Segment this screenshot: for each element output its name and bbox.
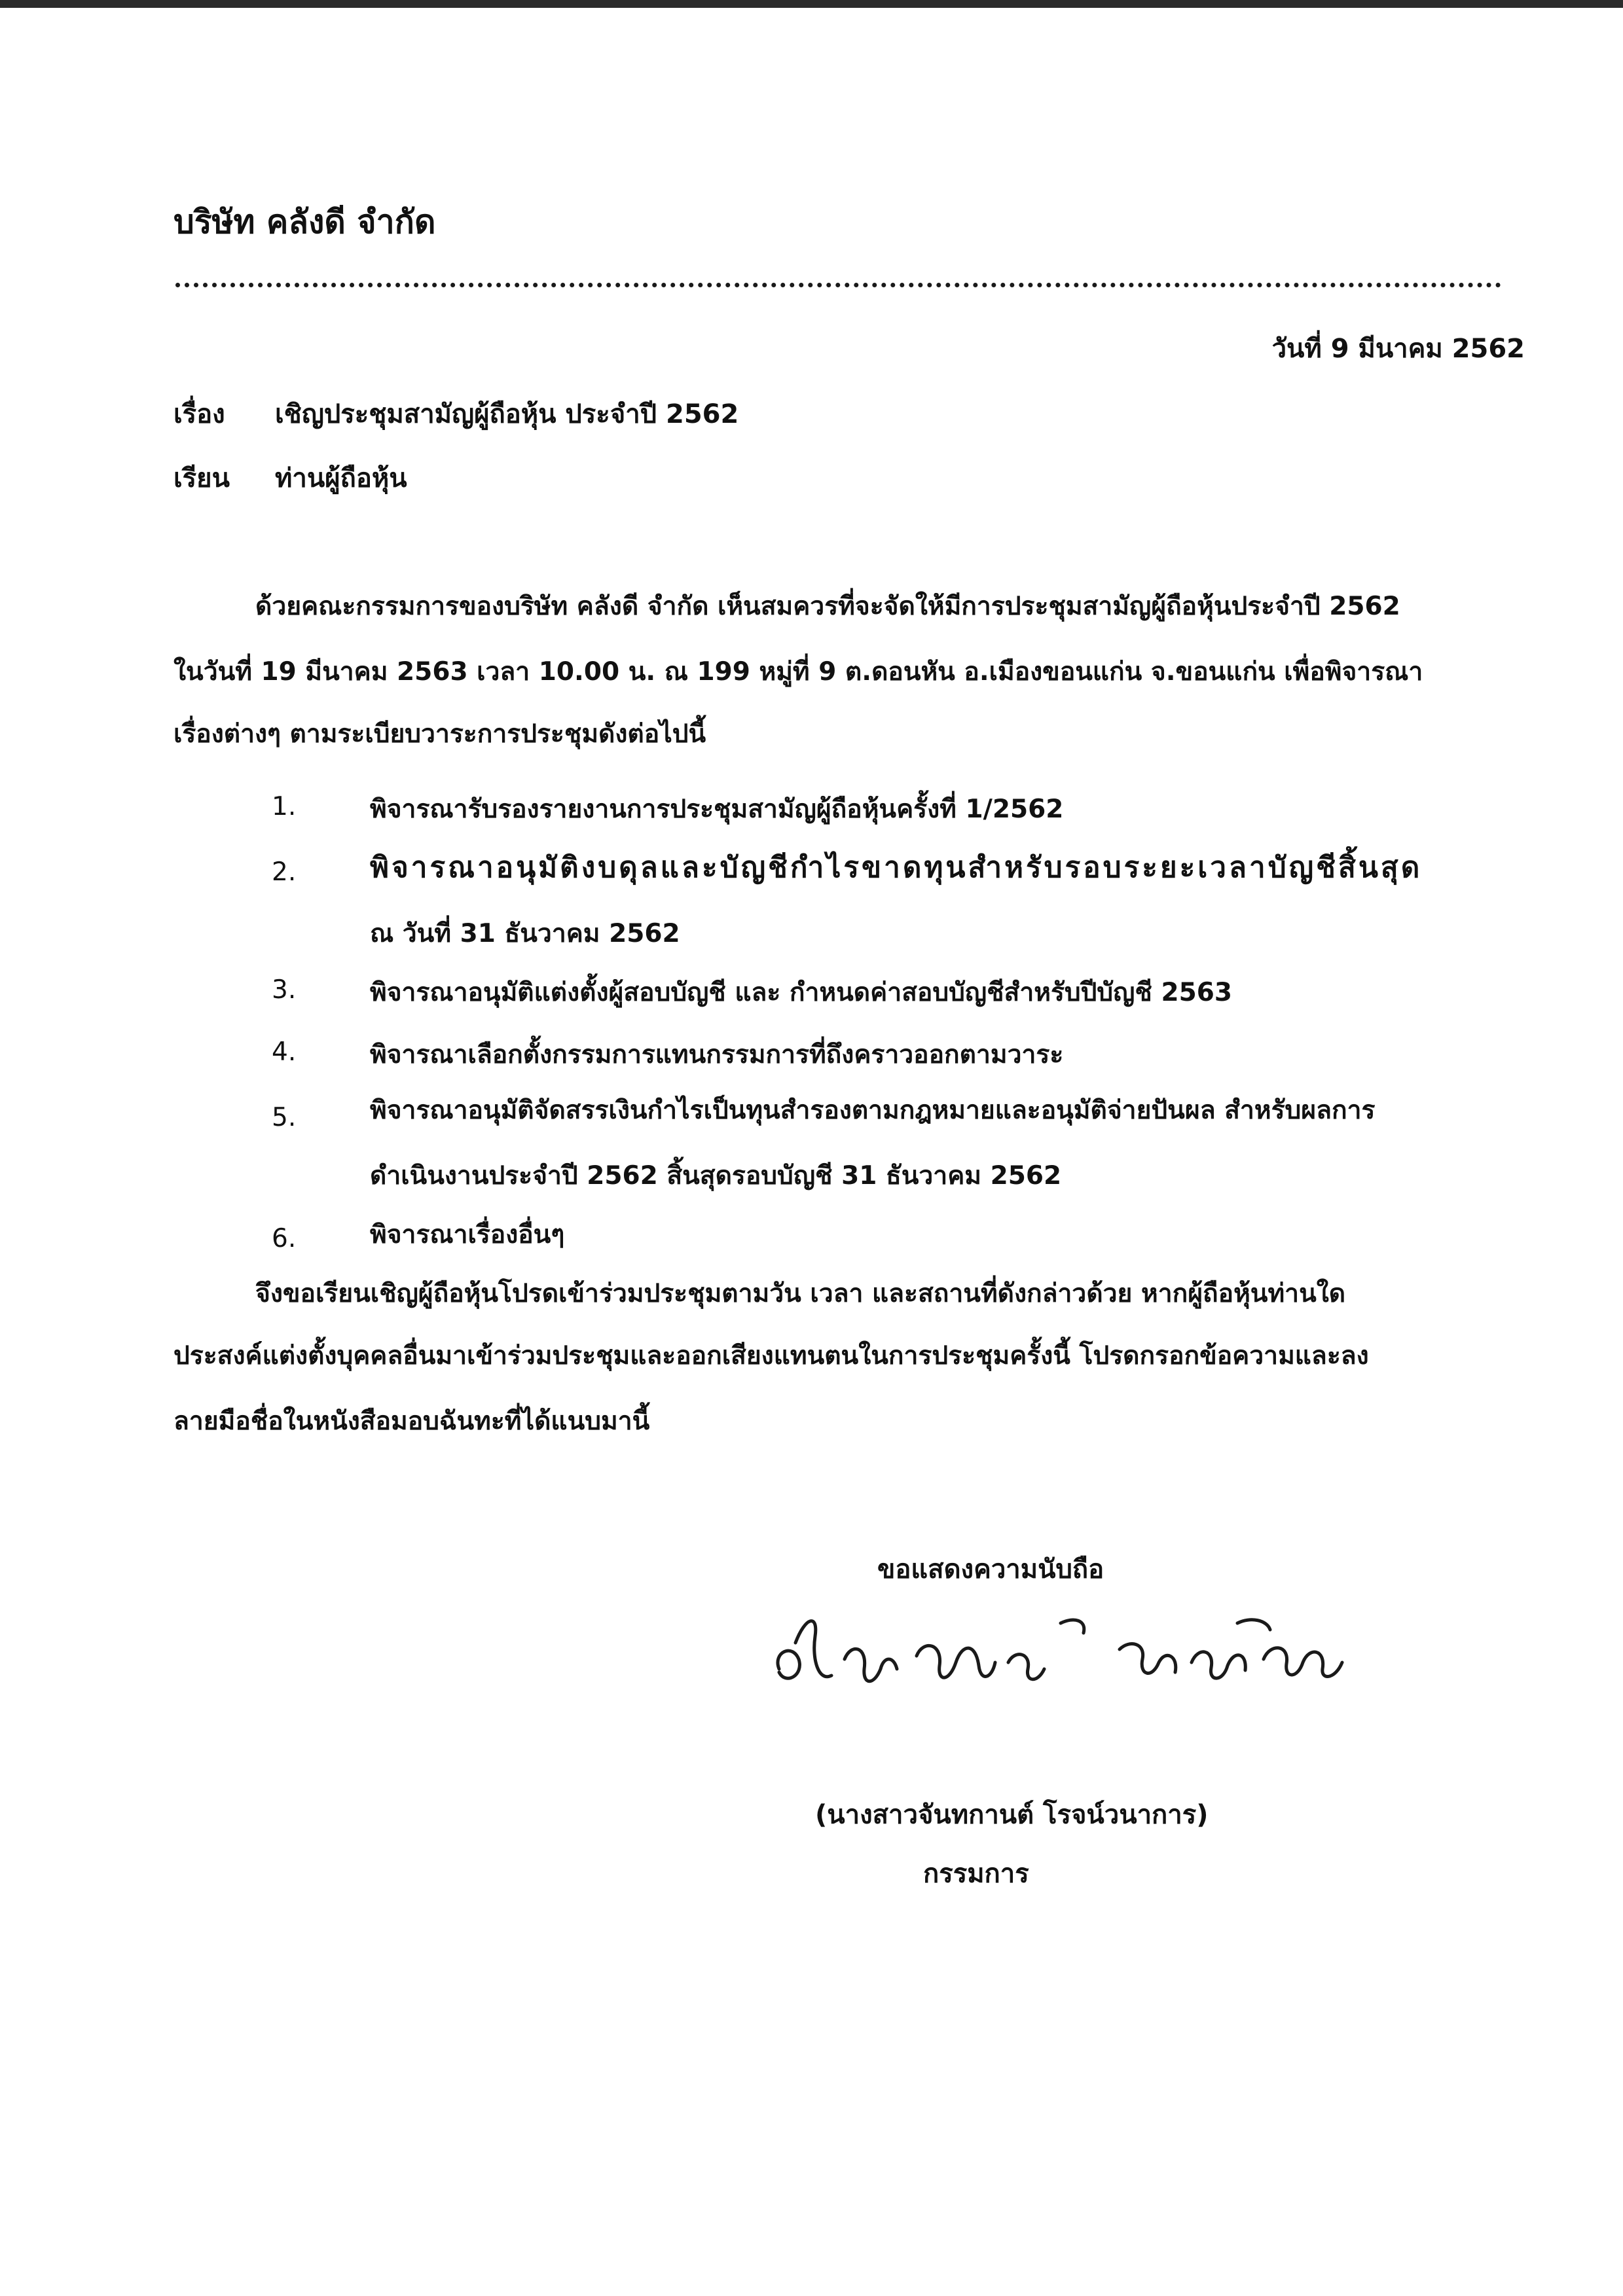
recipient-text: ท่านผู้ถือหุ้น [275,463,407,493]
agenda-item-4: พิจารณาเลือกตั้งกรรมการแทนกรรมการที่ถึงคราวออกตามวาระ [370,1040,1064,1069]
top-border-rule [0,0,1623,8]
body-line-1: ด้วยคณะกรรมการของบริษัท คลังดี จำกัด เห็นสมควรที่จะจัดให้มีการประชุมสามัญผู้ถือหุ้นประจำปี 2562 [255,592,1400,621]
dotted-separator [175,283,1501,287]
closing-paragraph-line-3: ลายมือชื่อในหนังสือมอบฉันทะที่ได้แนบมานี้ [173,1407,650,1436]
subject-text: เชิญประชุมสามัญผู้ถือหุ้น ประจำปี 2562 [275,399,739,429]
signer-name: (นางสาวจันทกานต์ โรจน์วนาการ) [815,1800,1209,1830]
agenda-number-5: 5. [272,1103,297,1132]
agenda-number-6: 6. [272,1224,297,1253]
agenda-item-5-continued: ดำเนินงานประจำปี 2562 สิ้นสุดรอบบัญชี 31 ธันวาคม 2562 [370,1161,1062,1191]
closing-paragraph-line-2: ประสงค์แต่งตั้งบุคคลอื่นมาเข้าร่วมประชุมและออกเสียงแทนตนในการประชุมครั้งนี้ โปรดกรอกข้อความและลง [173,1341,1369,1371]
signer-position: กรรมการ [923,1859,1029,1889]
agenda-item-6: พิจารณาเรื่องอื่นๆ [370,1220,565,1249]
body-line-2: ในวันที่ 19 มีนาคม 2563 เวลา 10.00 น. ณ 199 หมู่ที่ 9 ต.ดอนหัน อ.เมืองขอนแก่น จ.ขอนแก่น เพื่อพิจารณา [173,657,1423,687]
agenda-number-1: 1. [272,792,297,821]
body-line-3: เรื่องต่างๆ ตามระเบียบวาระการประชุมดังต่อไปนี้ [173,719,706,749]
company-name: บริษัท คลังดี จำกัด [173,203,436,241]
handwritten-signature [753,1597,1375,1708]
agenda-item-1: พิจารณารับรองรายงานการประชุมสามัญผู้ถือหุ้นครั้งที่ 1/2562 [370,795,1064,824]
letter-date: วันที่ 9 มีนาคม 2562 [1271,334,1525,364]
closing-salutation: ขอแสดงความนับถือ [877,1554,1104,1585]
subject-label: เรื่อง [173,399,225,429]
agenda-number-3: 3. [272,975,297,1005]
agenda-item-3: พิจารณาอนุมัติแต่งตั้งผู้สอบบัญชี และ กำหนดค่าสอบบัญชีสำหรับปีบัญชี 2563 [370,978,1232,1007]
agenda-number-2: 2. [272,857,297,887]
agenda-number-4: 4. [272,1037,297,1067]
agenda-item-2-continued: ณ วันที่ 31 ธันวาคม 2562 [370,919,680,948]
agenda-item-2: พิจารณาอนุมัติงบดุลและบัญชีกำไรขาดทุนสำหรับรอบระยะเวลาบัญชีสิ้นสุด [370,851,1423,884]
agenda-item-5: พิจารณาอนุมัติจัดสรรเงินกำไรเป็นทุนสำรองตามกฎหมายและอนุมัติจ่ายปันผล สำหรับผลการ [370,1096,1376,1125]
recipient-label: เรียน [173,463,230,493]
closing-paragraph-line-1: จึงขอเรียนเชิญผู้ถือหุ้นโปรดเข้าร่วมประชุมตามวัน เวลา และสถานที่ดังกล่าวด้วย หากผู้ถือหุ้นท่านใด [255,1279,1346,1308]
